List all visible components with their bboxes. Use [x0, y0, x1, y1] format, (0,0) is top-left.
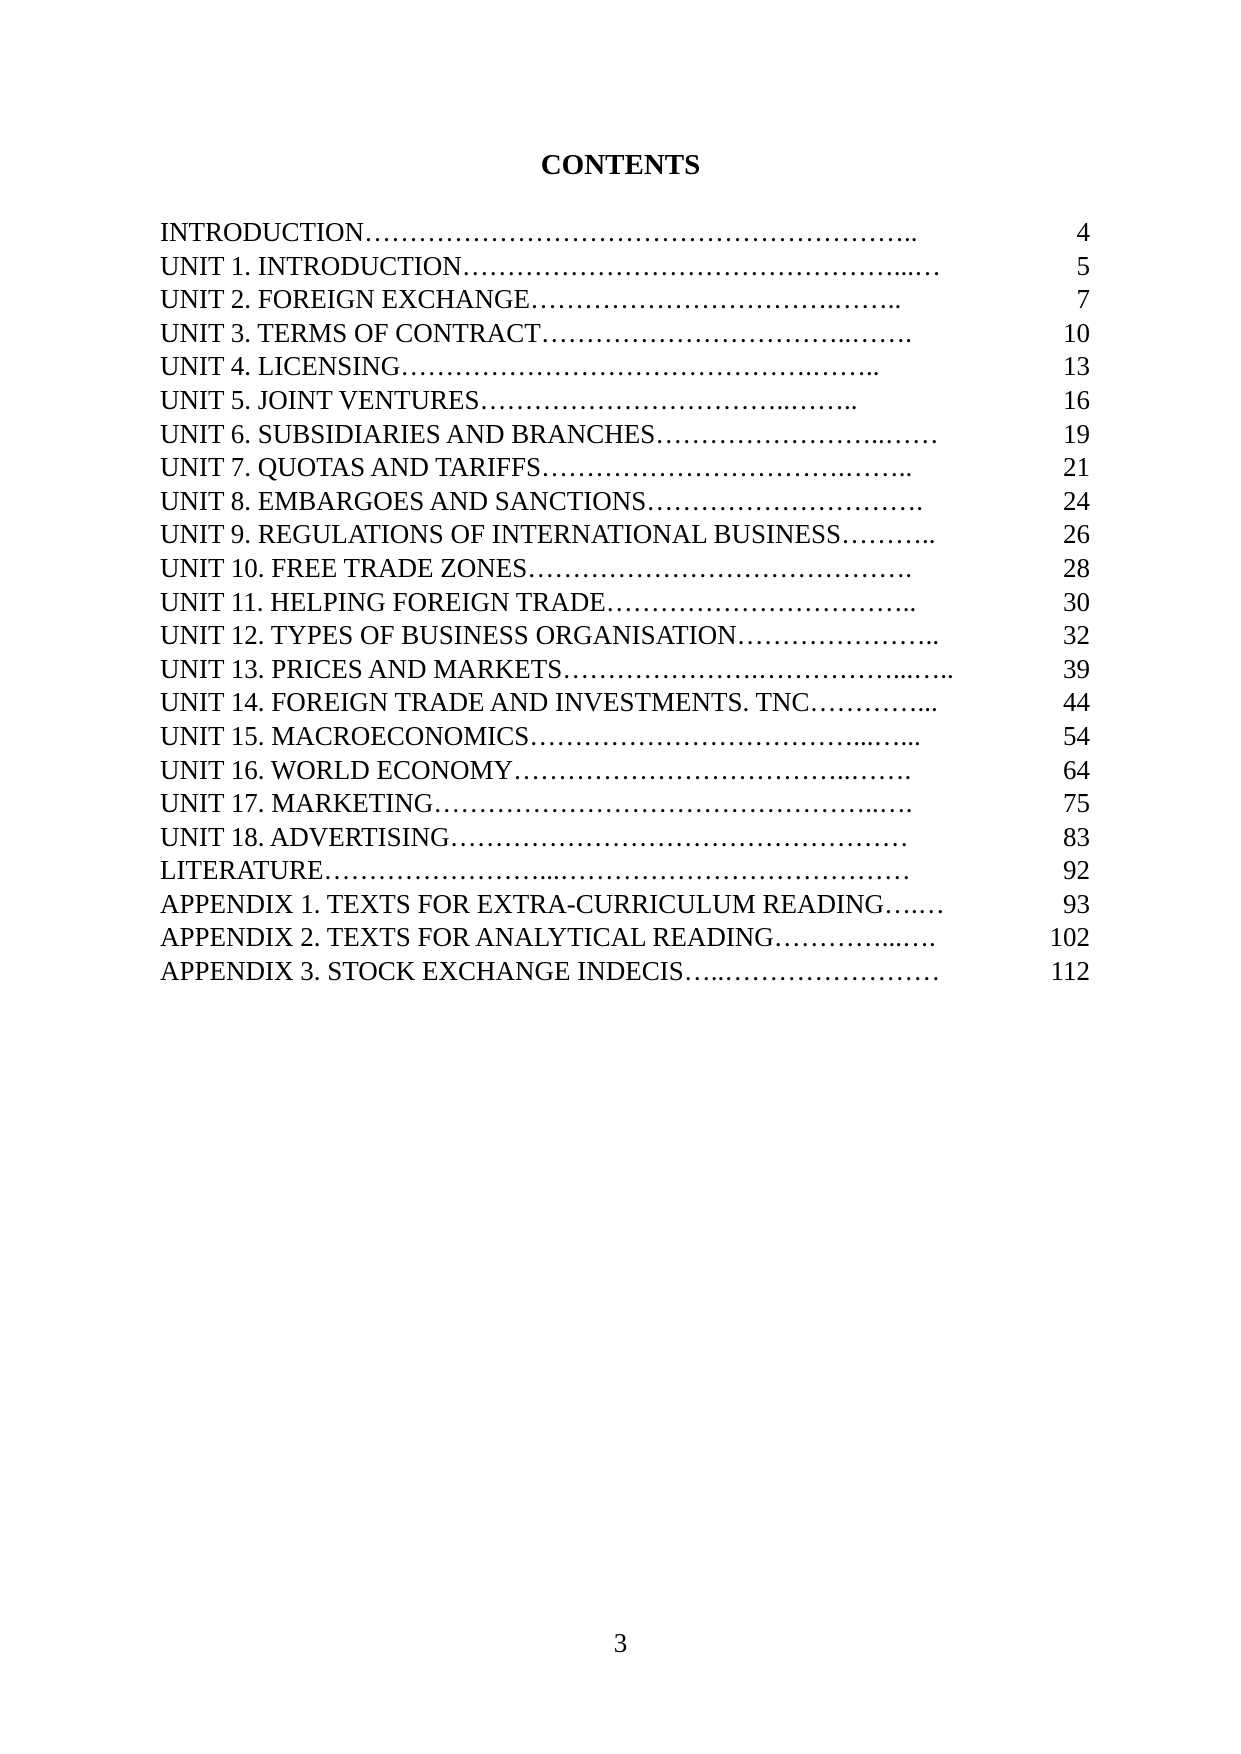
toc-entry	[160, 451, 1090, 485]
page-title: CONTENTS	[540, 149, 701, 181]
toc-entry	[160, 384, 1090, 418]
toc-entry-label: UNIT 12. TYPES OF BUSINESS ORGANISATION…………………..	[160, 620, 940, 651]
toc-entry	[160, 619, 1090, 653]
toc-entry	[160, 518, 1090, 552]
toc-entry-label: UNIT 15. MACROECONOMICS………………………………...…...	[160, 720, 921, 751]
toc-entry-page: 13	[1063, 351, 1090, 382]
toc-entry-label: UNIT 16. WORLD ECONOMY………………………………..…….	[160, 754, 912, 785]
toc-entry-page: 102	[1049, 922, 1090, 953]
toc-entry	[160, 317, 1090, 351]
toc-entry-label: UNIT 9. REGULATIONS OF INTERNATIONAL BUSINESS………..	[160, 519, 936, 550]
toc-entry-page: 5	[1076, 250, 1090, 281]
toc-entry-page: 32	[1063, 620, 1090, 651]
toc-entry-label: UNIT 14. FOREIGN TRADE AND INVESTMENTS. TNC…………...	[160, 687, 938, 718]
toc-entry-label: APPENDIX 2. TEXTS FOR ANALYTICAL READING…………...….	[160, 922, 936, 953]
toc-entry	[160, 250, 1090, 284]
toc-entry-label: UNIT 3. TERMS OF CONTRACT……………………………..…….	[160, 317, 913, 348]
toc-entry-page: 93	[1063, 888, 1090, 919]
toc-entry-page: 30	[1063, 586, 1090, 617]
toc-entry	[160, 686, 1090, 720]
toc-entry-label: UNIT 8. EMBARGOES AND SANCTIONS………………………….	[160, 485, 924, 516]
toc-entry-page: 26	[1063, 519, 1090, 550]
toc-entry-page: 10	[1063, 317, 1090, 348]
toc-entry	[160, 854, 1090, 888]
toc-entry	[160, 485, 1090, 519]
toc-entry-page: 16	[1063, 384, 1090, 415]
toc-entry-label: UNIT 2. FOREIGN EXCHANGE…………………………….……..	[160, 284, 902, 315]
toc-entry	[160, 216, 1090, 250]
toc-entry	[160, 955, 1090, 989]
toc-entry	[160, 350, 1090, 384]
toc-entry	[160, 418, 1090, 452]
toc-entry-label: INTRODUCTION……………………………………………………..	[160, 217, 918, 247]
toc-entry-label: UNIT 17. MARKETING…………………………………………..….	[160, 788, 913, 819]
toc-entry	[160, 586, 1090, 620]
toc-entry	[160, 720, 1090, 754]
toc-entry-page: 64	[1063, 754, 1090, 785]
toc-entry-page: 44	[1063, 687, 1090, 718]
toc-entry-page: 24	[1063, 485, 1090, 516]
toc-entry	[160, 552, 1090, 586]
toc-entry-label: UNIT 6. SUBSIDIARIES AND BRANCHES……………………..……	[160, 418, 939, 449]
toc-entry-page: 75	[1063, 788, 1090, 819]
toc-entry-label: UNIT 18. ADVERTISING……………………………………………	[160, 821, 909, 852]
toc-entry-label: APPENDIX 1. TEXTS FOR EXTRA-CURRICULUM READING….…	[160, 888, 945, 919]
toc-entry-label: UNIT 1. INTRODUCTION…………………………………………...…	[160, 250, 941, 281]
toc-entry-page: 21	[1063, 452, 1090, 483]
page-number: 3	[613, 1628, 628, 1658]
toc-entry-page: 19	[1063, 418, 1090, 449]
toc-entry-page: 28	[1063, 552, 1090, 583]
toc-entry-label: LITERATURE……………………...…………………………………	[160, 855, 911, 886]
toc-entry-page: 112	[1050, 956, 1090, 987]
toc-entry-page: 54	[1063, 720, 1090, 751]
toc-entry	[160, 821, 1090, 855]
toc-entry-page: 4	[1076, 217, 1090, 247]
toc-entry	[160, 921, 1090, 955]
table-of-contents	[160, 216, 1090, 989]
toc-entry	[160, 888, 1090, 922]
toc-entry	[160, 653, 1090, 687]
toc-entry	[160, 787, 1090, 821]
toc-entry-label: UNIT 4. LICENSING……………………………………….……..	[160, 351, 880, 382]
toc-entry	[160, 283, 1090, 317]
toc-entry	[160, 754, 1090, 788]
toc-entry-label: UNIT 5. JOINT VENTURES……………………………..……..	[160, 384, 858, 415]
toc-entry-label: UNIT 10. FREE TRADE ZONES…………………………………….	[160, 552, 913, 583]
toc-entry-page: 83	[1063, 821, 1090, 852]
toc-entry-label: UNIT 11. HELPING FOREIGN TRADE……………………………..	[160, 586, 917, 617]
toc-entry-page: 92	[1063, 855, 1090, 886]
toc-entry-page: 39	[1063, 653, 1090, 684]
toc-entry-label: UNIT 7. QUOTAS AND TARIFFS…………………………….……..	[160, 452, 913, 483]
toc-entry-page: 7	[1076, 284, 1090, 315]
toc-entry-label: UNIT 13. PRICES AND MARKETS………………….……………...…..	[160, 653, 954, 684]
toc-entry-label: APPENDIX 3. STOCK EXCHANGE INDECIS…..……………………	[160, 956, 941, 987]
